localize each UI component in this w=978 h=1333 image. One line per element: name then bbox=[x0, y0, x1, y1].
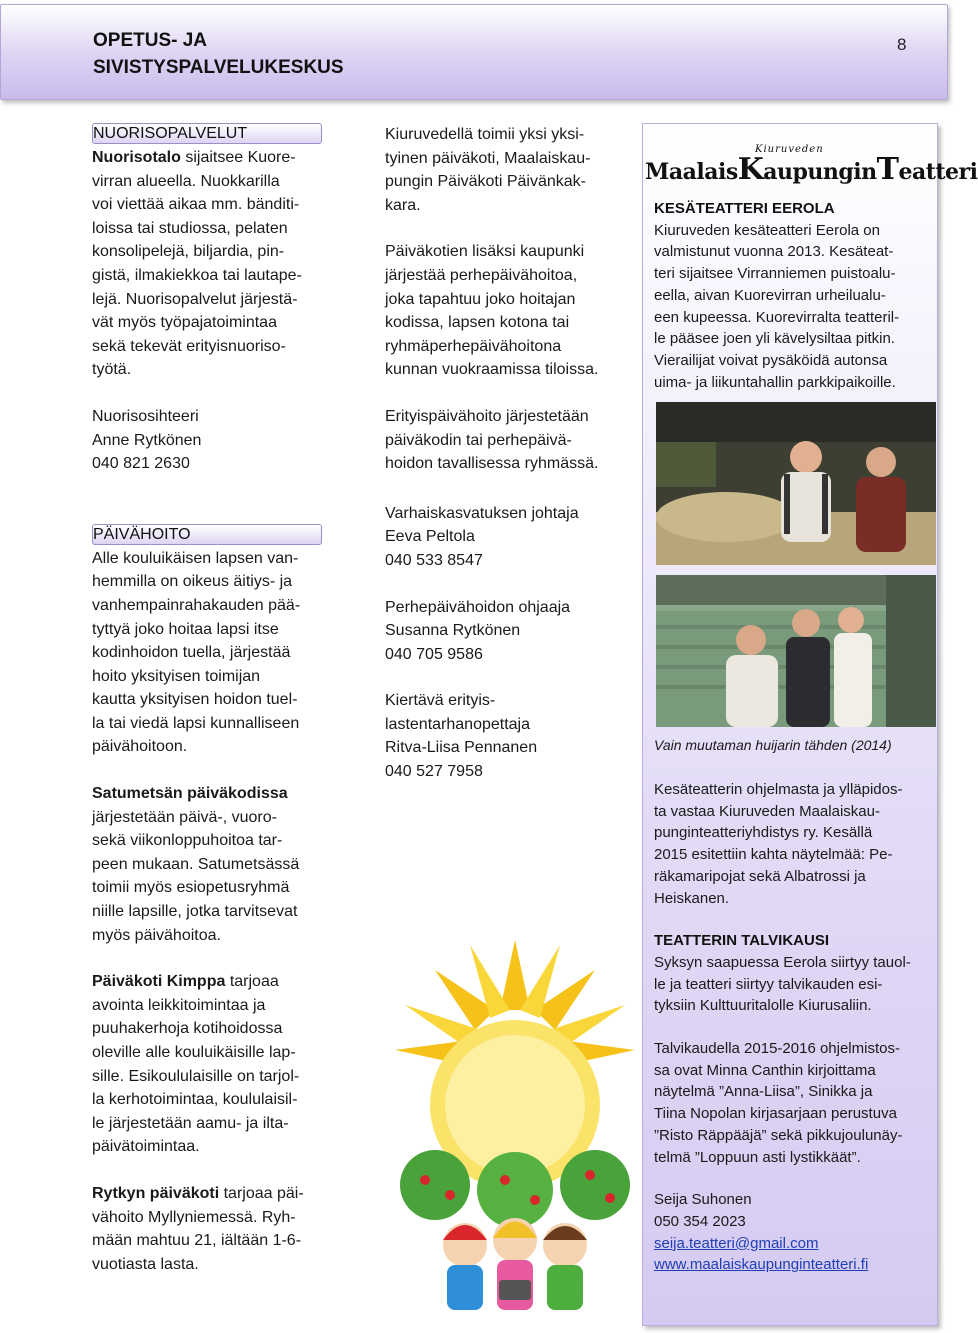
logo-part: aupungin bbox=[763, 159, 877, 185]
logo-part: eatteri bbox=[898, 159, 978, 185]
kimppa-text: tarjoaa avointa leikkitoimintaa ja puuhakerhoja kotihoidossa oleville alle kouluikäisille lap- sille. Esikoululaisille on tarjol- la kerhotoimintaa, koululaisil- le järjestetään aamu- ja ilta- päivätoimintaa. bbox=[92, 973, 300, 1156]
nuoriso-text: sijaitsee Kuore- virran alueella. Nuokkarilla voi viettää aikaa mm. bänditi- loissa tai studiossa, pelaten konsolipelejä, biljardia, pin- gistä, ilmakiekkoa tai lautape- lejä. Nuorisopalvelut järjestä- vät myös työpajatoimintaa sekä tekevät erityisnuoriso- työtä. bbox=[92, 149, 302, 379]
satumetsa-lead: Satumetsän päiväkodissa bbox=[92, 785, 288, 803]
ohjelma-text: Kesäteatterin ohjelmasta ja ylläpidos- ta vastaa Kiuruveden Maalaiskau- punginteatteriyhdistys ry. Kesällä 2015 esitettiin kahta näytelmää: Pe- räkamaripojat sekä Albatrossi ja Heiskanen. bbox=[654, 781, 903, 907]
satumetsa-text: järjestetään päivä-, vuoro- sekä viikonloppuhoitoa tar- peen mukaan. Satumetsässä toimii myös esiopetusryhmä niille lapsille, jotka tarvitsevat myös päivähoitoa. bbox=[92, 808, 300, 944]
section-heading-paivahoito bbox=[92, 524, 322, 545]
theatre-photo-2 bbox=[656, 575, 936, 727]
kimppa-paragraph bbox=[92, 970, 344, 1159]
contact-special-teacher: Kiertävä erityis- lastentarhanopettaja Ritva-Liisa Pennanen 040 527 7958 bbox=[385, 692, 538, 781]
talvi-heading: TEATTERIN TALVIKAUSI bbox=[654, 932, 829, 950]
page-title: OPETUS- JA SIVISTYSPALVELUKESKUS bbox=[93, 30, 344, 78]
kimppa-lead: Päiväkoti Kimppa bbox=[92, 973, 226, 991]
section-heading-nuorisopalvelut bbox=[92, 123, 322, 144]
theatre-logo bbox=[645, 144, 978, 187]
talvi-text: Syksyn saapuessa Eerola siirtyy tauol- le ja teatteri siirtyy talvikauden esi- tyksiin Kulttuuritalolle Kiurusaliin. bbox=[654, 953, 911, 1015]
column-left bbox=[92, 123, 344, 1299]
logo-part: K bbox=[737, 152, 764, 187]
photo-caption: Vain muutaman huijarin tähden (2014) bbox=[654, 737, 892, 753]
email-link[interactable]: seija.teatteri@gmail.com bbox=[654, 1234, 819, 1252]
eerola-heading: KESÄTEATTERI EEROLA bbox=[654, 200, 835, 217]
nuoriso-lead: Nuorisotalo bbox=[92, 149, 181, 166]
website-link[interactable]: www.maalaiskaupunginteatteri.fi bbox=[654, 1256, 869, 1274]
private-daycare-paragraph: Kiuruvedellä toimii yksi yksi- tyinen päiväkoti, Maalaiskau- pungin Päiväkoti Päivänkak- kara. bbox=[385, 126, 591, 214]
column-middle bbox=[385, 123, 635, 807]
page-number: 8 bbox=[897, 35, 907, 54]
nuoriso-contact: Nuorisosihteeri Anne Rytkönen 040 821 2630 bbox=[92, 407, 202, 473]
rytky-lead: Rytkyn päiväkoti bbox=[92, 1184, 220, 1202]
logo-part: T bbox=[876, 152, 899, 187]
sun-children-illustration bbox=[395, 940, 635, 1320]
talvi2-text: Talvikaudella 2015-2016 ohjelmistos- sa ovat Minna Canthin kirjoittama näytelmä ”Anna-Liisa”, Sinikka ja Tiina Nopolan kirjasarjaan perustuva ”Risto Räppääjä” sekä pikkujoulunäy- telmä ”Loppuun asti lystikkäät”. bbox=[654, 1040, 903, 1166]
eerola-text: Kiuruveden kesäteatteri Eerola on valmistunut vuonna 2013. Kesäteat- teri sijaitsee Virranniemen puistoalu- eella, aivan Kuorevirran urheilualu- een kupeessa. Kuorevirralta teatteril- le pääsee joen yli kävelysiltaa pitkin. Vierailijat voivat pysäköidä autonsa uima- ja liikuntahallin parkkipaikoille. bbox=[654, 221, 900, 391]
section-heading-label: NUORISOPALVELUT bbox=[93, 125, 248, 142]
theatre-info bbox=[654, 779, 934, 1276]
theatre-contact: Seija Suhonen 050 354 2023 bbox=[654, 1191, 752, 1230]
theatre-photo-1 bbox=[656, 402, 936, 565]
logo-small-text: Kiuruveden bbox=[755, 144, 824, 155]
family-daycare-paragraph: Päiväkotien lisäksi kaupunki järjestää perhepäivähoitoa, joka tapahtuu joko hoitajan kodissa, lapsen kotona tai ryhmäperhepäivähoitona kunnan vuokraamissa tiloissa. bbox=[385, 243, 599, 379]
rytky-paragraph bbox=[92, 1182, 344, 1276]
eerola-section bbox=[654, 198, 934, 393]
section-heading-label: PÄIVÄHOITO bbox=[93, 525, 191, 543]
apple-trees bbox=[400, 1150, 630, 1228]
special-daycare-paragraph: Erityispäivähoito järjestetään päiväkodin tai perhepäivä- hoidon tavallisessa ryhmässä. bbox=[385, 407, 599, 473]
logo-part: Maalais bbox=[645, 159, 738, 185]
satumetsa-paragraph bbox=[92, 782, 344, 947]
contact-family-daycare: Perhepäivähoidon ohjaaja Susanna Rytkönen 040 705 9586 bbox=[385, 598, 571, 663]
rytky-text: tarjoaa päi- vähoito Myllyniemessä. Ryh- mään mahtuu 21, iältään 1-6- vuotiasta lasta. bbox=[92, 1184, 304, 1273]
paivahoito-paragraph: Alle kouluikäisen lapsen van- hemmilla on oikeus äitiys- ja vanhempainrahakauden pää- tyttyä joko hoitaa lapsi itse kodinhoidon tuella, järjestää hoito yksityisen toimijan kautta yksityisen hoidon tuel- la tai viedä lapsi kunnalliseen päivähoitoon. bbox=[92, 549, 301, 756]
page-header bbox=[0, 4, 948, 100]
nuoriso-paragraph bbox=[92, 146, 344, 382]
children bbox=[443, 1218, 587, 1310]
contact-director: Varhaiskasvatuksen johtaja Eeva Peltola 040 533 8547 bbox=[385, 504, 579, 569]
logo-main-text bbox=[645, 152, 978, 187]
